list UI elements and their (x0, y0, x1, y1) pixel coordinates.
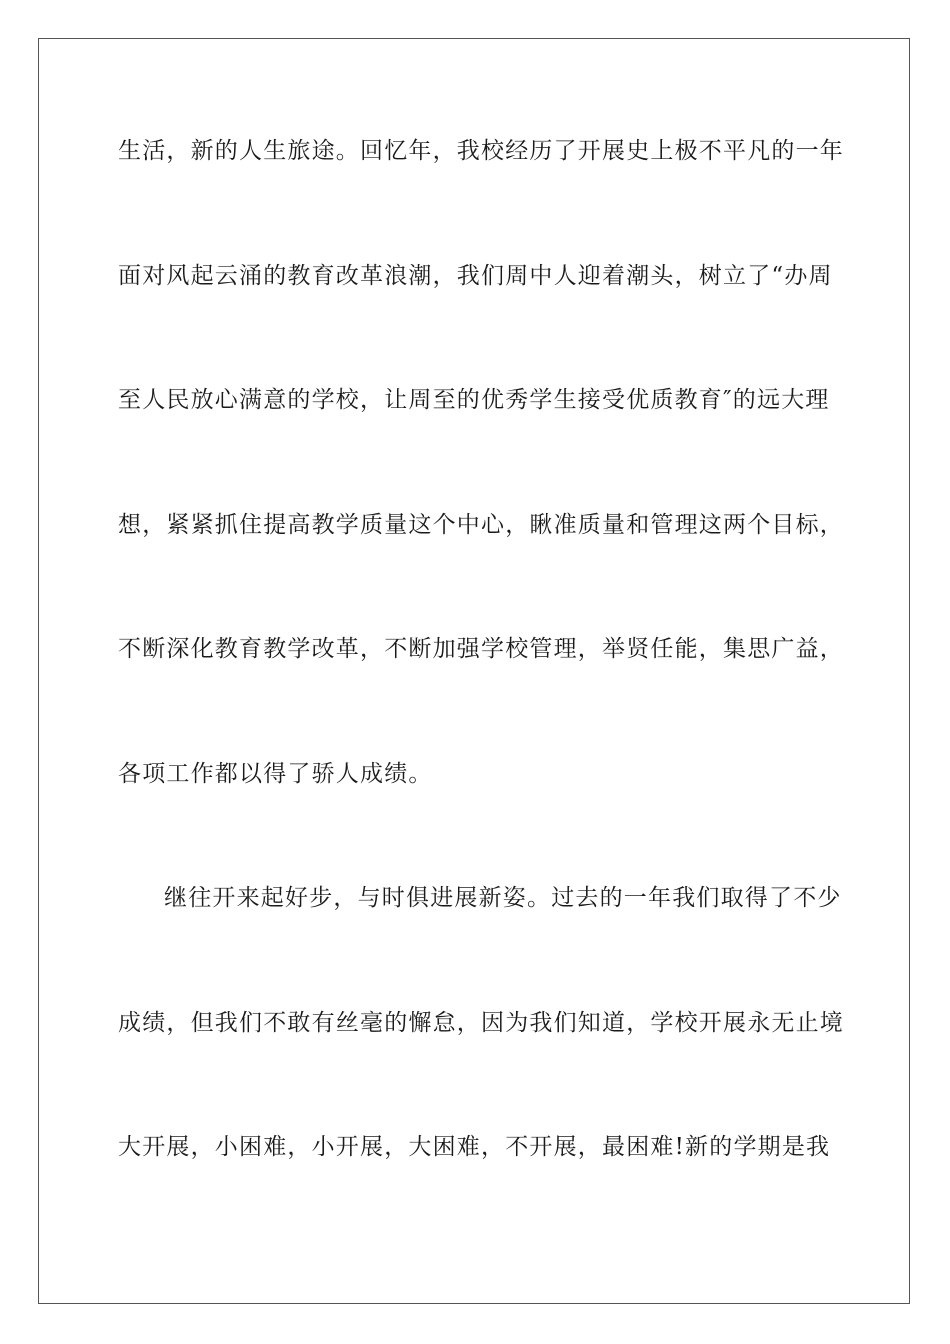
text-line: 生活，新的人生旅途。回忆年，我校经历了开展史上极不平凡的一年 (118, 138, 844, 164)
text-line: 至人民放心满意的学校，让周至的优秀学生接受优质教育″的远大理 (118, 387, 830, 413)
text-line: 想，紧紧抓住提高教学质量这个中心，瞅准质量和管理这两个目标， (118, 511, 844, 538)
text-line: 大开展，小困难，小开展，大困难，不开展，最困难!新的学期是我 (118, 1134, 831, 1160)
text-line-indented: 继往开来起好步，与时俱进展新姿。过去的一年我们取得了不少 (164, 885, 842, 911)
text-line: 成绩，但我们不敢有丝毫的懈怠，因为我们知道，学校开展永无止境 (118, 1009, 844, 1036)
text-line: 不断深化教育教学改革，不断加强学校管理，举贤任能，集思广益， (118, 636, 844, 662)
document-body (118, 128, 844, 1249)
text-line: 面对风起云涌的教育改革浪潮，我们周中人迎着潮头，树立了“办周 (118, 262, 833, 289)
text-line: 各项工作都以得了骄人成绩。 (118, 760, 433, 787)
